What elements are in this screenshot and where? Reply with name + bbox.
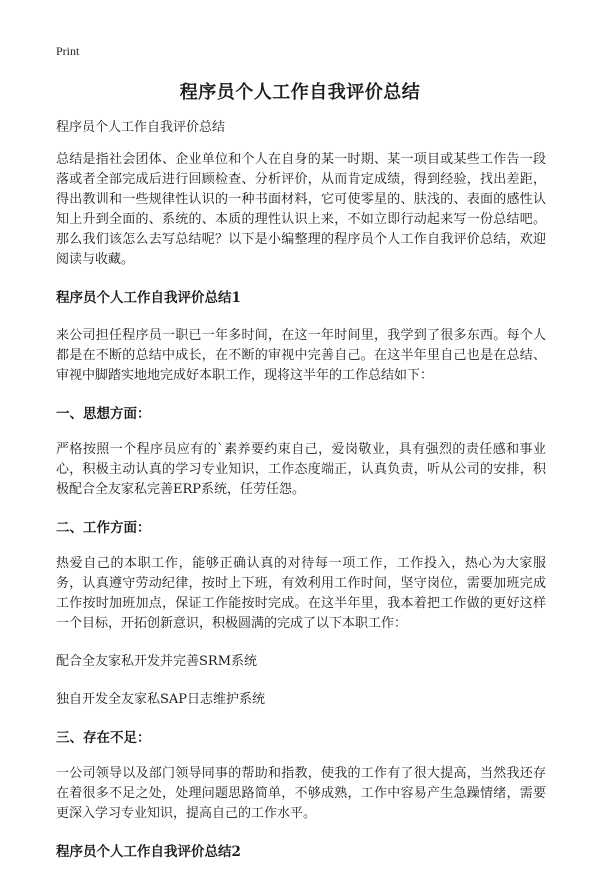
page-title: 程序员个人工作自我评价总结 — [179, 82, 421, 103]
part3-heading: 三、存在不足： — [56, 730, 151, 746]
work-item-sap-log: 独自开发全友家私SAP日志维护系统 — [56, 692, 266, 707]
part1-heading: 一、思想方面： — [56, 406, 151, 422]
section2-heading: 程序员个人工作自我评价总结2 — [56, 844, 241, 860]
intro-paragraph: 总结是指社会团体、企业单位和个人在自身的某一时期、某一项目或某些工作告一段落或者全部完成后进行回顾检查、分析评价，从而肯定成绩，得到经验，找出差距，得出教训和一些规律性认识的一种书面材料，它可使零星的、肤浅的、表面的感性认知上升到全面的、系统的、本质的理性认识上来，不如立即行动起来写一份总结吧。那么我们该怎么去写总结呢？以下是小编整理的程序员个人工作自我评价总结，欢迎阅读与收藏。 — [56, 152, 546, 267]
part1-text: 严格按照一个程序员应有的`素养要约束自己，爱岗敬业，具有强烈的责任感和事业心，积极主动认真的学习专业知识，工作态度端正，认真负责，听从公司的安排，积极配合全友家私完善ERP系统，任劳任怨。 — [56, 442, 546, 497]
part2-heading: 二、工作方面： — [56, 520, 151, 536]
document-body — [56, 118, 546, 880]
intro-subtitle: 程序员个人工作自我评价总结 — [56, 120, 226, 135]
work-item-srm: 配合全友家私开发并完善SRM系统 — [56, 654, 258, 669]
part2-text: 热爱自己的本职工作，能够正确认真的对待每一项工作，工作投入，热心为大家服务，认真遵守劳动纪律，按时上下班，有效利用工作时间，坚守岗位，需要加班完成工作按时加班加点，保证工作能按时完成。在这半年里，我本着把工作做的更好这样一个目标，开拓创新意识，积极圆满的完成了以下本职工作： — [56, 556, 546, 631]
section1-heading: 程序员个人工作自我评价总结1 — [56, 290, 241, 306]
part3-text: 一公司领导以及部门领导同事的帮助和指教，使我的工作有了很大提高，当然我还存在着很多不足之处，处理问题思路简单，不够成熟，工作中容易产生急躁情绪，需要更深入学习专业知识，提高自己的工作水平。 — [56, 766, 546, 821]
print-link[interactable]: Print — [56, 44, 80, 58]
section1-opening: 来公司担任程序员一职已一年多时间，在这一年时间里，我学到了很多东西。每个人都是在不断的总结中成长，在不断的审视中完善自己。在这半年里自己也是在总结、审视中脚踏实地地完成好本职工作，现将这半年的工作总结如下： — [56, 328, 546, 383]
